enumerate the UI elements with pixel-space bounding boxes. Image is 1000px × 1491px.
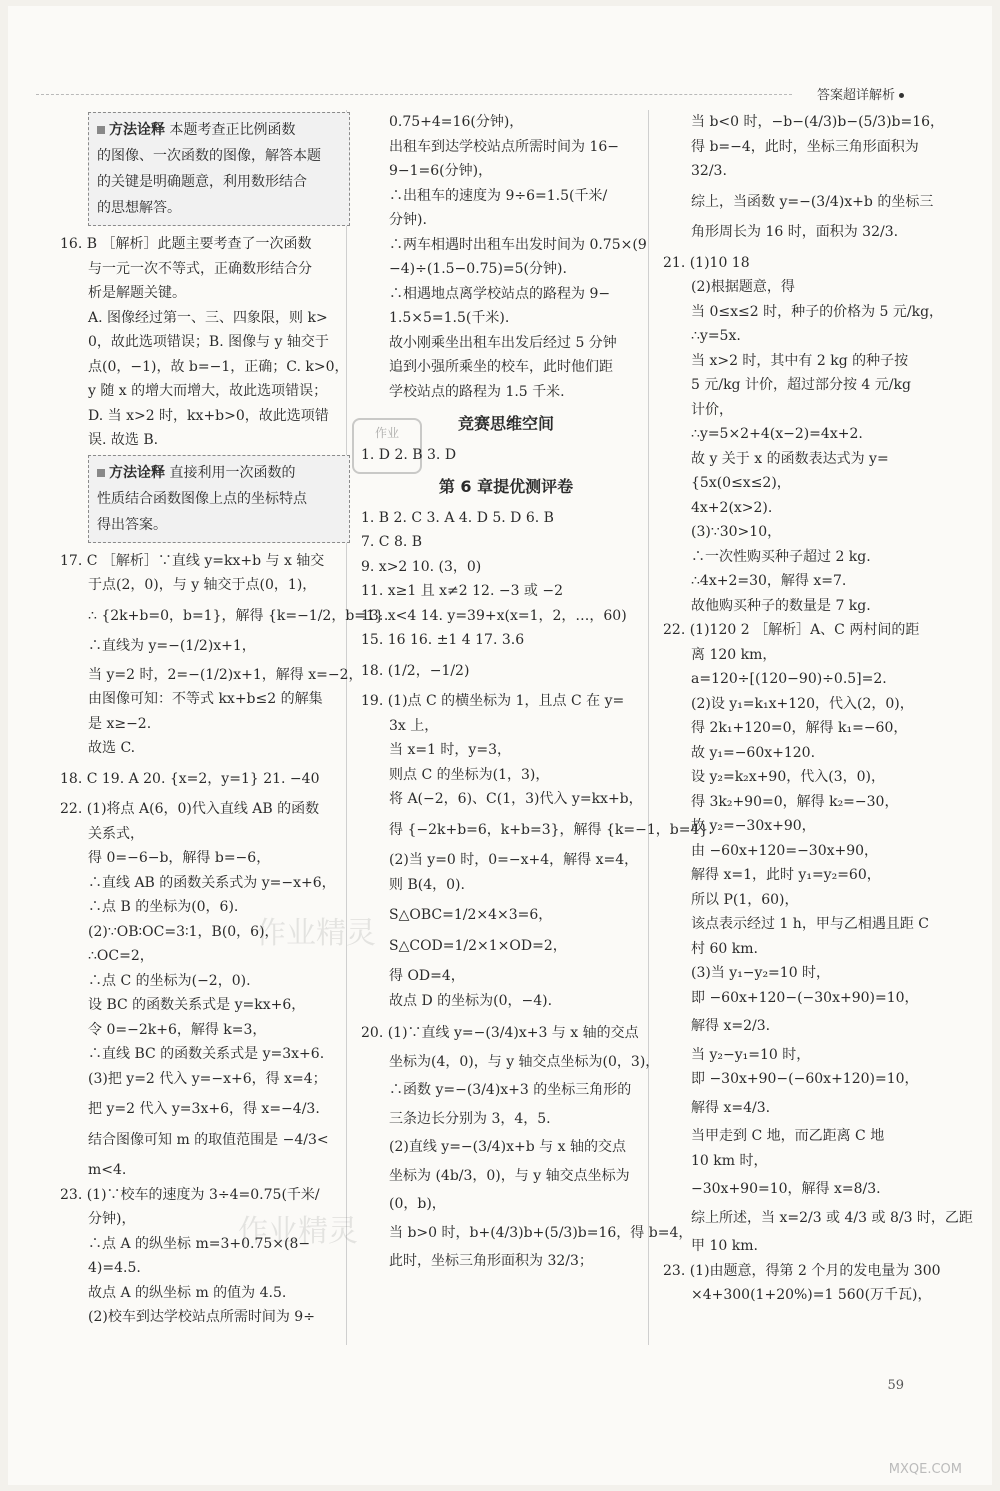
text-line: ∴相遇地点离学校站点的路程为 9− <box>389 285 611 302</box>
section-title-competition: 竞赛思维空间 <box>457 414 554 433</box>
text-line: 当 x=1 时，y=3， <box>389 742 511 758</box>
box-line: 的思想解答。 <box>97 200 181 216</box>
text-line: 16. B ［解析］此题主要考查了一次函数 <box>60 236 312 252</box>
text-line: 当 0≤x≤2 时，种子的价格为 5 元/kg， <box>691 303 944 320</box>
text-line: 21. (1)10 18 <box>663 254 750 271</box>
question-23 <box>663 1259 958 1308</box>
text-line: ∴ {2k+b=0，b=1}，解得 {k=−1/2，b=1}. <box>88 607 389 624</box>
text-line: 坐标为(4，0)，与 y 轴交点坐标为(0，3)， <box>389 1053 660 1070</box>
text-line: S△OBC=1/2×4×3=6， <box>389 907 553 923</box>
text-line: (2)设 y₁=k₁x+120，代入(2，0)， <box>691 695 914 712</box>
box-line: 本题考查正比例函数 <box>169 122 296 138</box>
question-16 <box>60 232 350 453</box>
method-box-2 <box>88 455 350 543</box>
text-line: 分钟). <box>389 212 427 228</box>
text-line: 故点 A 的纵坐标 m 的值为 4.5. <box>88 1284 287 1301</box>
text-line: (3)把 y=2 代入 y=−x+6，得 x=4； <box>88 1070 327 1087</box>
text-line: 由图像可知：不等式 kx+b≤2 的解集 <box>88 691 323 707</box>
text-line: ×4+300(1+20%)=1 560(万千瓦)， <box>691 1287 932 1303</box>
text-line: 计价， <box>691 401 733 418</box>
competition-answers: 1. D 2. B 3. D <box>361 446 457 463</box>
text-line: 当甲走到 C 地，而乙距离 C 地 <box>691 1128 885 1144</box>
text-line: 23. (1)∵校车的速度为 3÷4=0.75(千米/ <box>60 1186 320 1203</box>
text-line: 4)=4.5. <box>88 1260 141 1276</box>
text-line: ∴y=5×2+4(x−2)=4x+2. <box>691 426 863 442</box>
text-line: 离 120 km， <box>691 646 777 663</box>
header-dot-icon <box>899 93 904 98</box>
question-22 <box>60 797 350 1183</box>
text-line: 得 {−2k+b=6，k+b=3}，解得 {k=−1，b=4}. <box>389 821 713 838</box>
text-line: (3)当 y₁−y₂=10 时， <box>691 965 831 981</box>
page-number: 59 <box>887 1378 904 1393</box>
box-marker-icon <box>97 469 105 477</box>
question-22 <box>663 618 973 1259</box>
question-21 <box>663 251 958 619</box>
text-line: 当 y₂−y₁=10 时， <box>691 1046 811 1063</box>
text-line: 追到小强所乘坐的校车，此时他们距 <box>389 359 613 375</box>
box-line: 性质结合函数图像上点的坐标特点 <box>97 490 307 507</box>
text-line: 1. B 2. C 3. A 4. D 5. D 6. B <box>361 509 554 526</box>
box-line: 得出答案。 <box>97 516 167 533</box>
text-line: 17. C ［解析］∵直线 y=kx+b 与 x 轴交 <box>60 552 325 569</box>
text-line: 出租车到达学校站点所需时间为 16− <box>389 138 619 155</box>
text-line: 点(0，−1)，故 b=−1，正确；C. k>0， <box>88 358 349 375</box>
stamp-text: 作业 <box>374 426 399 440</box>
text-line: ∴y=5x. <box>691 328 741 344</box>
watermark-1: 作业精灵 <box>256 916 376 951</box>
text-line: 设 y₂=k₂x+90，代入(3，0)， <box>691 769 885 785</box>
text-line: ∴OC=2， <box>88 948 154 964</box>
chapter6-answers <box>361 506 651 684</box>
text-line: 10 km 时， <box>691 1152 768 1169</box>
text-line: 13. x<4 14. y=39+x(x=1，2，…，60) <box>361 607 627 624</box>
header-title: 答案超详解析 <box>816 88 895 103</box>
text-line: 村 60 km. <box>691 940 758 957</box>
box-line: 的图像、一次函数的图像，解答本题 <box>97 148 321 164</box>
text-line: 7. C 8. B <box>361 534 423 550</box>
text-line: 解得 x=2/3. <box>691 1018 771 1034</box>
text-line: 故小刚乘坐出租车出发后经过 5 分钟 <box>389 334 617 351</box>
text-line: 0.75+4=16(分钟)， <box>389 114 524 130</box>
text-line: a=120÷[(120−90)÷0.5]=2. <box>691 671 887 687</box>
text-line: −4)÷(1.5−0.75)=5(分钟). <box>389 261 567 277</box>
text-line: ∴直线为 y=−(1/2)x+1， <box>88 638 256 654</box>
text-line: 得 2k₁+120=0，解得 k₁=−60， <box>691 720 908 736</box>
method-box-1 <box>88 112 350 226</box>
text-line: 结合图像可知 m 的取值范围是 −4/3< <box>88 1131 329 1148</box>
question-20 <box>361 1021 693 1274</box>
text-line: ∴点 B 的坐标为(0，6). <box>88 899 239 915</box>
page-sheet <box>8 6 992 1485</box>
text-line: (2)校车到达学校站点所需时间为 9÷ <box>88 1309 315 1325</box>
text-line: 解得 x=4/3. <box>691 1099 771 1116</box>
text-line: 当 b<0 时，−b−(4/3)b−(5/3)b=16， <box>691 114 945 130</box>
text-line: 5 元/kg 计价，超过部分按 4 元/kg <box>691 377 911 393</box>
text-line: 分钟)， <box>88 1211 136 1227</box>
text-line: 得 b=−4，此时，坐标三角形面积为 <box>691 138 919 155</box>
text-line: 所以 P(1，60)， <box>691 891 799 908</box>
text-line: 9−1=6(分钟)， <box>389 163 493 179</box>
text-line: 关系式， <box>88 825 144 842</box>
text-line: 角形周长为 16 时，面积为 32/3. <box>691 224 899 240</box>
text-line: (2)根据题意，得 <box>691 279 795 295</box>
text-line: ∴4x+2=30，解得 x=7. <box>691 573 847 589</box>
text-line: ∴直线 BC 的函数关系式是 y=3x+6. <box>88 1046 325 1062</box>
text-line: ∴点 A 的纵坐标 m=3+0.75×(8− <box>88 1235 311 1252</box>
box-label: 方法诠释 <box>109 464 165 481</box>
text-line: 由 −60x+120=−30x+90， <box>691 842 879 859</box>
text-line: 解得 x=1，此时 y₁=y₂=60， <box>691 867 881 883</box>
text-line: 综上，当函数 y=−(3/4)x+b 的坐标三 <box>691 193 934 210</box>
text-line: 当 y=2 时，2=−(1/2)x+1，解得 x=−2， <box>88 666 363 683</box>
section-title-chapter6: 第 6 章提优测评卷 <box>438 477 574 496</box>
text-line: 即 −30x+90−(−60x+120)=10， <box>691 1071 919 1087</box>
text-line: (2)直线 y=−(3/4)x+b 与 x 轴的交点 <box>389 1139 626 1155</box>
text-line: 11. x≥1 且 x≠2 12. −3 或 −2 <box>361 583 564 599</box>
text-line: 则 B(4，0). <box>389 876 465 893</box>
text-line: 令 0=−2k+6，解得 k=3， <box>88 1021 267 1038</box>
question-20-cont <box>663 110 958 245</box>
text-line: 则点 C 的坐标为(1，3)， <box>389 766 550 783</box>
box-line: 直接利用一次函数的 <box>169 464 296 481</box>
text-line: 与一元一次不等式，正确数形结合分 <box>88 260 312 277</box>
answers-18-21: 18. C 19. A 20. {x=2，y=1} 21. −40 <box>60 770 320 787</box>
box-label: 方法诠释 <box>109 122 165 138</box>
text-line: ∴出租车的速度为 9÷6=1.5(千米/ <box>389 187 608 204</box>
text-line: 将 A(−2，6)、C(1，3)代入 y=kx+b， <box>389 791 643 807</box>
text-line: 此时，坐标三角形面积为 32/3； <box>389 1253 593 1269</box>
text-line: ∴两车相遇时出租车出发时间为 0.75×(9 <box>389 236 647 253</box>
text-line: (3)∵30>10， <box>691 524 782 540</box>
header-rule <box>36 94 792 96</box>
text-line: 误. 故选 B. <box>88 432 159 448</box>
text-line: 1.5×5=1.5(千米). <box>389 310 510 326</box>
text-line: 22. (1)120 2 ［解析］A、C 两村间的距 <box>663 622 920 638</box>
box-marker-icon <box>97 126 105 134</box>
text-line: 设 BC 的函数关系式是 y=kx+6， <box>88 997 306 1013</box>
text-line: {5x(0≤x≤2)， <box>691 475 791 491</box>
text-line: A. 图像经过第一、三、四象限，则 k> <box>88 309 328 326</box>
text-line: 故 y 关于 x 的函数表达式为 y= <box>691 450 889 467</box>
text-line: 故 y₁=−60x+120. <box>691 744 816 761</box>
text-line: 故他购买种子的数量是 7 kg. <box>691 597 871 614</box>
text-line: 15. 16 16. ±1 4 17. 3.6 <box>361 632 525 648</box>
text-line: 20. (1)∵直线 y=−(3/4)x+3 与 x 轴的交点 <box>361 1025 639 1041</box>
text-line: 故 y₂=−30x+90， <box>691 818 816 834</box>
text-line: ∴一次性购买种子超过 2 kg. <box>691 548 871 565</box>
site-logo: MXQE.COM <box>888 1462 962 1477</box>
text-line: m<4. <box>88 1162 127 1178</box>
text-line: 故选 C. <box>88 740 136 756</box>
text-line: 得 OD=4， <box>389 968 465 984</box>
text-line: 是 x≥−2. <box>88 715 152 732</box>
text-line: (0，b)， <box>389 1196 446 1212</box>
text-line: 当 x>2 时，其中有 2 kg 的种子按 <box>691 352 909 369</box>
text-line: 即 −60x+120−(−30x+90)=10， <box>691 989 919 1006</box>
text-line: 甲 10 km. <box>691 1238 758 1254</box>
text-line: y 随 x 的增大而增大，故此选项错误； <box>88 383 328 399</box>
watermark-2: 作业精灵 <box>238 1214 358 1249</box>
text-line: D. 当 x>2 时，kx+b>0，故此选项错 <box>88 407 329 424</box>
question-23-cont <box>361 110 651 404</box>
question-23 <box>60 1183 350 1330</box>
text-line: 3x 上， <box>389 717 439 734</box>
text-line: (2)∵OB∶OC=3∶1，B(0，6)， <box>88 923 279 940</box>
running-header <box>817 84 904 103</box>
text-line: 该点表示经过 1 h，甲与乙相遇且距 C <box>691 916 929 932</box>
text-line: 得 0=−6−b，解得 b=−6， <box>88 850 271 866</box>
text-line: 9. x>2 10. (3，0) <box>361 558 482 575</box>
text-line: ∴直线 AB 的函数关系式为 y=−x+6， <box>88 874 336 891</box>
text-line: ∴点 C 的坐标为(−2，0). <box>88 972 251 989</box>
text-line: S△COD=1/2×1×OD=2， <box>389 937 567 954</box>
text-line: 得 3k₂+90=0，解得 k₂=−30， <box>691 793 899 810</box>
text-line: 三条边长分别为 3，4，5. <box>389 1110 551 1127</box>
text-line: 当 b>0 时，b+(4/3)b+(5/3)b=16，得 b=4， <box>389 1224 693 1241</box>
text-line: ∴函数 y=−(3/4)x+3 的坐标三角形的 <box>389 1082 632 1098</box>
column-3 <box>663 110 973 1308</box>
text-line: 23. (1)由题意，得第 2 个月的发电量为 300 <box>663 1262 941 1279</box>
text-line: (2)当 y=0 时，0=−x+4，解得 x=4， <box>389 852 639 868</box>
text-line: 坐标为 (4b/3，0)，与 y 轴交点坐标为 <box>389 1167 630 1184</box>
text-line: 学校站点的路程为 1.5 千米. <box>389 383 565 400</box>
text-line: 32/3. <box>691 163 727 179</box>
text-line: 把 y=2 代入 y=3x+6，得 x=−4/3. <box>88 1101 320 1117</box>
text-line: 析是解题关键。 <box>88 285 186 301</box>
text-line: 22. (1)将点 A(6，0)代入直线 AB 的函数 <box>60 801 320 817</box>
text-line: 18. (1/2，−1/2) <box>361 662 470 679</box>
text-line: 故点 D 的坐标为(0，−4). <box>389 992 553 1009</box>
box-line: 的关键是明确题意，利用数形结合 <box>97 174 307 190</box>
text-line: 于点(2，0)，与 y 轴交于点(0，1)， <box>88 577 317 593</box>
text-line: −30x+90=10，解得 x=8/3. <box>691 1181 881 1197</box>
text-line: 4x+2(x>2). <box>691 499 773 516</box>
text-line: 0，故此选项错误；B. 图像与 y 轴交于 <box>88 334 329 350</box>
question-17 <box>60 549 389 761</box>
question-19 <box>361 689 713 1013</box>
text-line: 综上所述，当 x=2/3 或 4/3 或 8/3 时，乙距 <box>691 1209 973 1226</box>
text-line: 19. (1)点 C 的横坐标为 1，且点 C 在 y= <box>361 693 625 709</box>
